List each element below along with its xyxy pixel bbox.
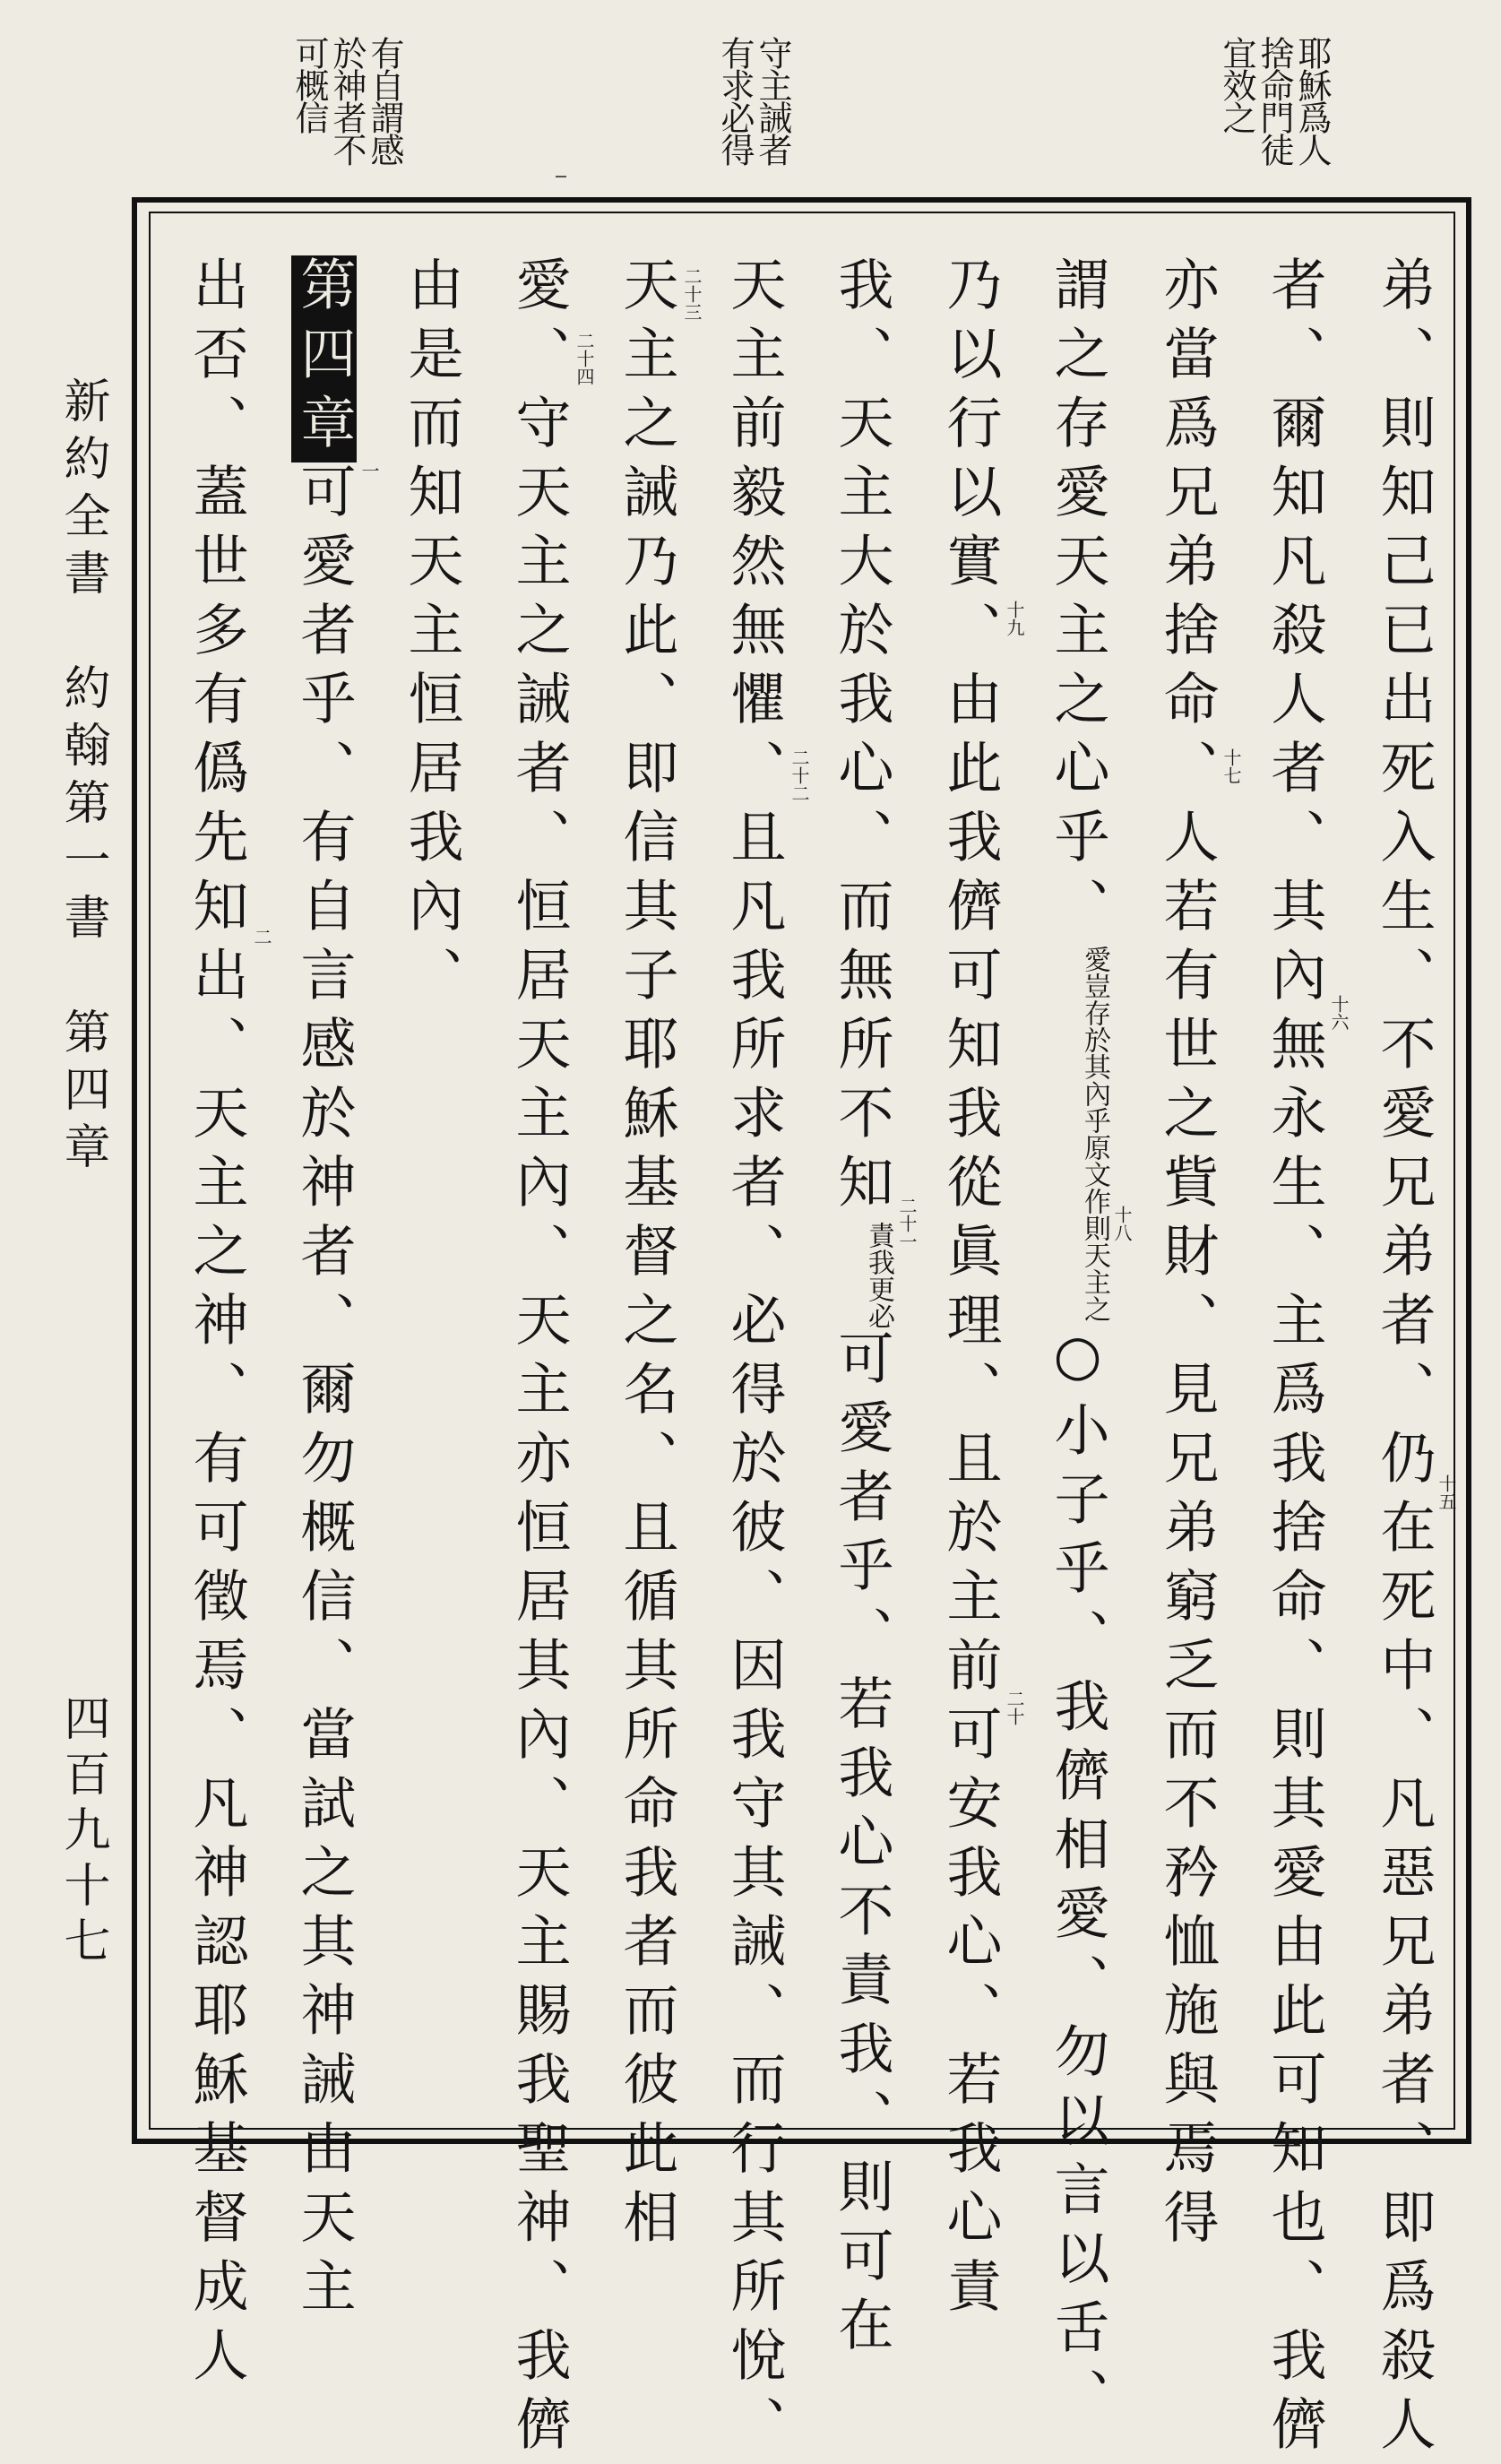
column-text: 由是而知天主恒居我內、: [399, 255, 464, 1015]
divider-mark: [556, 176, 566, 177]
verse-number: 二: [251, 928, 272, 946]
text-column-9: [506, 255, 571, 2464]
margin-note-3: [291, 36, 402, 165]
inline-note-line: 更必: [863, 1275, 894, 1329]
margin-note-line: 宜效之: [1217, 36, 1256, 133]
verse-number: 十八: [1111, 1206, 1133, 1241]
margin-note-line: 於神者不: [327, 36, 367, 165]
text-column-10: [399, 255, 463, 1015]
margin-note-line: 耶穌爲人: [1292, 36, 1332, 165]
margin-note-line: 捨命門徒: [1255, 36, 1294, 165]
chapter-heading: 第四章: [291, 255, 357, 463]
text-column-1: [1371, 255, 1436, 2464]
margin-note-line: 有自謂感: [365, 36, 404, 165]
verse-number: 二十四: [574, 332, 595, 385]
column-text: 者、爾知凡殺人者、其內無永生、主爲我捨命、則其愛由此可知也、我儕: [1262, 255, 1327, 2464]
column-text: 我、天主大於我心、而無所不知: [829, 255, 894, 1222]
column-text: 可愛者乎、有自言感於神者、爾勿概信、當試之其神誡由天主: [291, 463, 357, 2326]
column-text: 愛、守天主之誡者、恒居天主內、天主亦恒居其內、天主賜我聖神、我儕: [506, 255, 572, 2464]
inline-note-line: 責我: [863, 1222, 894, 1275]
verse-number: 二十二: [789, 748, 810, 802]
verse-number: 一: [358, 462, 380, 480]
inline-note: [1079, 946, 1109, 1322]
text-column-3: [1154, 255, 1219, 2257]
text-column-7: [721, 255, 786, 2464]
column-text: 天主之誡乃此、即信其子耶穌基督之名、且循其所命我者而彼此相: [614, 255, 679, 2257]
text-column-5: [937, 255, 1002, 2326]
column-text: ○小子乎、我儕相愛、勿以言以舌、: [1045, 1322, 1110, 2436]
inline-note: [863, 1222, 893, 1329]
verse-number: 十九: [1004, 601, 1025, 636]
column-text: 亦當爲兄弟捨命、人若有世之貲財、見兄弟窮乏而不矜恤施與焉得: [1154, 255, 1220, 2257]
text-column-6: [829, 255, 893, 2365]
text-column-8: [614, 255, 678, 2257]
inline-note-line: 愛豈存於其內乎: [1079, 946, 1110, 1134]
column-text: 天主前毅然無懼、且凡我所求者、必得於彼、因我守其誡、而行其所悅、: [721, 255, 787, 2464]
margin-note-1: [1219, 36, 1330, 165]
margin-note-line: 可概信: [289, 36, 329, 133]
text-column-11: [291, 255, 356, 2326]
verse-number: 二十三: [681, 267, 703, 321]
margin-note-line: 有求必得: [715, 36, 755, 165]
verse-number: 二十一: [896, 1197, 918, 1250]
text-column-2: [1262, 255, 1326, 2464]
margin-note-line: 守主誡者: [753, 36, 792, 165]
column-text: 弟、則知己已出死入生、不愛兄弟者、仍在死中、凡惡兄弟者、即爲殺人: [1371, 255, 1436, 2464]
text-column-12: [184, 255, 248, 2395]
text-column-4: [1045, 255, 1109, 2436]
verse-number: 二十: [1004, 1690, 1025, 1725]
page-number: 四百九十七: [56, 1694, 109, 1972]
margin-note-2: [717, 36, 790, 165]
running-header: 新約全書 約翰第一書 第四章: [56, 376, 109, 1180]
verse-number: 十七: [1221, 748, 1242, 784]
verse-number: 十五: [1436, 1474, 1457, 1510]
column-text: 出否、蓋世多有僞先知出、天主之神、有可徵焉、凡神認耶穌基督成人: [184, 255, 249, 2395]
column-text: 乃以行以實、由此我儕可知我從眞理、且於主前可安我心、若我心責: [937, 255, 1003, 2326]
inline-note-line: 原文作則天主之: [1079, 1134, 1110, 1322]
verse-number: 十六: [1328, 995, 1350, 1031]
column-text: 可愛者乎、若我心不責我、則可在: [829, 1329, 894, 2365]
column-text: 謂之存愛天主之心乎、: [1045, 255, 1110, 946]
